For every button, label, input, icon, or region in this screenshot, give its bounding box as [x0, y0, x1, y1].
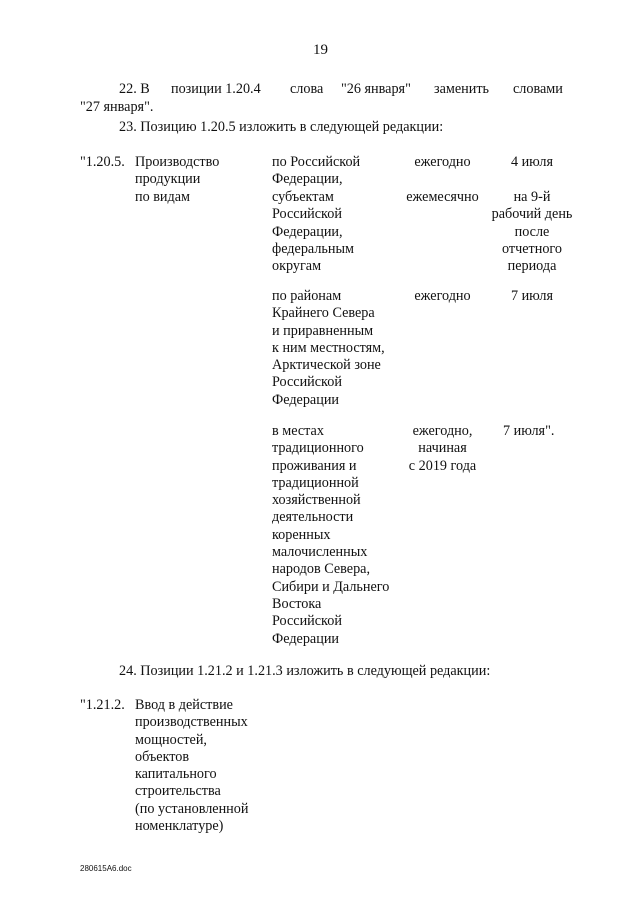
table1-name: Производство продукции по видам	[135, 154, 220, 205]
table2-name: Ввод в действие производственных мощностей, объектов капитального строительства (по установленной номенклатуре)	[135, 697, 249, 835]
table1-row-period: ежегодно	[414, 288, 471, 304]
table1-code: "1.20.5.	[80, 154, 125, 170]
table1-row-period: ежегодно	[414, 154, 471, 170]
page-number: 19	[313, 42, 328, 58]
item-22-word: "26 января"	[341, 81, 411, 97]
table1-row-deadline: 7 июля".	[503, 423, 555, 439]
item-23-text: 23. Позицию 1.20.5 изложить в следующей редакции:	[119, 119, 444, 135]
table1-row-deadline: на 9-й рабочий день после отчетного периода	[491, 189, 573, 275]
item-22-word: заменить	[434, 81, 490, 97]
table1-row-area: по районам Крайнего Севера и приравненным к ним местностям, Арктической зоне Российской Федерации	[272, 288, 385, 408]
table2-code: "1.21.2.	[80, 697, 125, 713]
footer-filename: 280615A6.doc	[80, 864, 132, 873]
item-22-number: 22. В	[119, 81, 150, 97]
table1-row-deadline: 4 июля	[510, 154, 554, 170]
table1-row-area: в местах традиционного проживания и традиционной хозяйственной деятельности коренных малочисленных народов Севера, Сибири и Дальнего Востока Российской Федерации	[272, 423, 390, 647]
item-22-word: слова	[290, 81, 324, 97]
item-22-word: словами	[513, 81, 563, 97]
table1-row-area: субъектам Российской Федерации, федеральным округам	[272, 189, 354, 275]
item-22-word: позиции 1.20.4	[171, 81, 261, 97]
table1-row-area: по Российской Федерации,	[272, 154, 361, 188]
table1-row-deadline: 7 июля	[510, 288, 554, 304]
table1-row-period: ежемесячно	[406, 189, 479, 205]
item-24-text: 24. Позиции 1.21.2 и 1.21.3 изложить в следующей редакции:	[119, 663, 491, 679]
item-22-continuation: "27 января".	[80, 99, 154, 115]
table1-row-period: ежегодно, начиная с 2019 года	[408, 423, 477, 474]
